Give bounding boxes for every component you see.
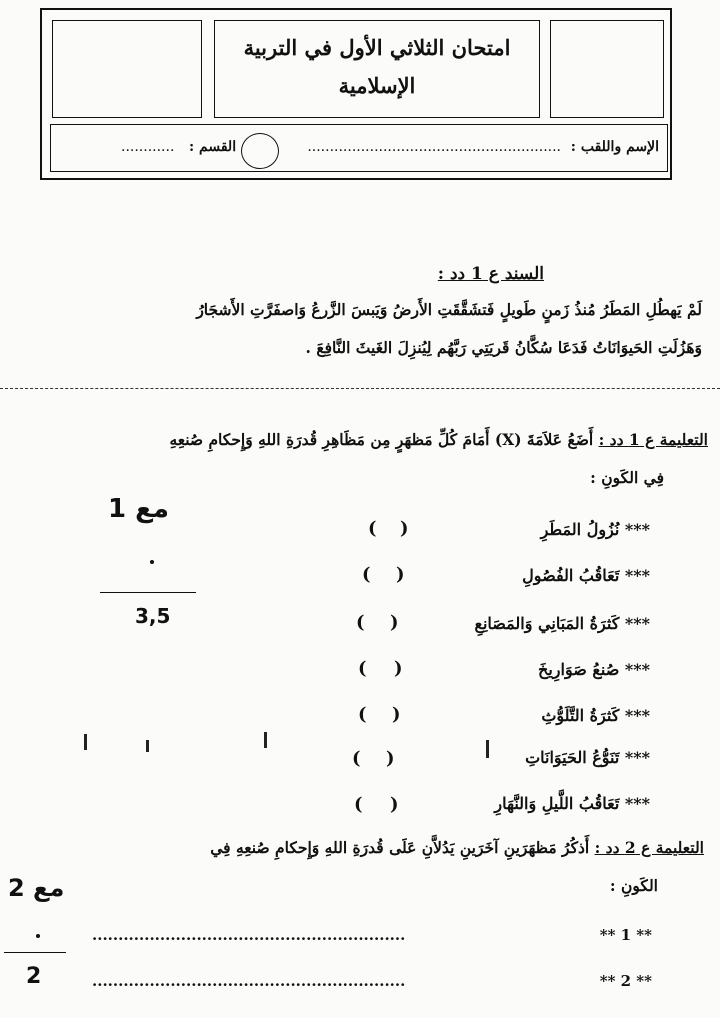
student-info-row xyxy=(50,124,668,172)
grade-dot xyxy=(150,560,154,564)
q1-item-4: *** صُنعُ صَوَارِيخَ xyxy=(538,660,650,679)
paren-open: ( xyxy=(352,748,361,769)
q1-item-2: *** تَعَاقُبُ الفُصُولِ xyxy=(522,566,650,585)
header-title-cell xyxy=(214,20,540,118)
q1-heading: التعليمة ع 1 دد : xyxy=(598,430,708,449)
q2-grade-score: 2 xyxy=(26,964,42,989)
exam-title-line2: الإسلامية xyxy=(338,73,416,98)
q2-answer-2[interactable] xyxy=(92,972,652,990)
q2-heading: التعليمة ع 2 دد : xyxy=(594,838,704,857)
exam-header xyxy=(40,8,672,180)
paren-close: ) xyxy=(390,612,399,633)
q1-item-3: *** كَثرَةُ المَبَانِي وَالمَصَانِعِ xyxy=(474,614,650,633)
paren-open: ( xyxy=(362,564,371,585)
exam-title xyxy=(215,29,539,105)
answer-dots: ............................................................ xyxy=(92,926,406,944)
q1-item-7: *** تَعَاقُبُ اللَّيلِ وَالنَّهَارِ xyxy=(494,794,650,813)
q1-instruction xyxy=(8,430,708,449)
paren-open: ( xyxy=(354,794,363,815)
paren-close: ) xyxy=(386,748,395,769)
header-blank-cell-left xyxy=(52,20,202,118)
q2-instruction-continued: الكَونِ : xyxy=(609,876,658,895)
section-divider xyxy=(0,388,720,389)
q1-item-5: *** كَثرَةُ التَّلَوُّثِ xyxy=(541,706,650,725)
q1-item-6: *** تَنَوُّعُ الحَيَوَانَاتِ xyxy=(525,748,650,767)
paren-close: ) xyxy=(396,564,405,585)
answer-2-label: ** 2 ** xyxy=(599,972,652,990)
sanad-line-2: وَهَزُلَتِ الحَيوَانَاتُ فَدَعَا سُكَّانُ قَريَتِي رَبَّهُم لِيُنزِلَ الغَيثَ النَّافِعَ . xyxy=(305,338,702,357)
class-label: القسم : xyxy=(189,139,237,155)
q1-instruction-continued: فِي الكَونِ : xyxy=(590,468,664,487)
paren-close: ) xyxy=(400,518,409,539)
exam-title-line1: امتحان الثلاثي الأول في التربية xyxy=(243,35,511,60)
paren-open: ( xyxy=(356,612,365,633)
q2-grade-mark: مع 2 xyxy=(8,874,65,902)
q1-instruction-text: أَضَعُ عَلاَمَةَ (X) أَمَامَ كُلِّ مَظهَرٍ مِن مَظَاهِرِ قُدرَةِ اللهِ وَإِحكامِ صُنعِهِ xyxy=(169,430,594,449)
q1-item-1: *** نُزُولُ المَطَرِ xyxy=(540,520,650,539)
q2-instruction-text: أَذكُرُ مَظهَرَينِ آخَرَينِ يَدُلاَّنِ عَلَى قُدرَةِ اللهِ وَإِحكامِ صُنعِهِ فِي xyxy=(210,838,590,857)
q1-grade-mark: مع 1 xyxy=(108,494,170,524)
stray-mark xyxy=(146,740,149,752)
q1-grade-score: 3,5 xyxy=(135,604,171,628)
answer-1-label: ** 1 ** xyxy=(599,926,652,944)
name-label: الإسم واللقب : xyxy=(570,139,659,155)
paren-close: ) xyxy=(394,658,403,679)
sanad-line-1: لَمْ يَهطُلِ المَطَرُ مُنذُ زَمنٍ طَويلٍ فَتشَقَّقَتِ الأَرضُ وَيَبسَ الزَّرعُ وَاصفَرَّتِ الأَشجَارُ xyxy=(196,300,702,319)
stray-mark xyxy=(84,734,87,750)
paren-open: ( xyxy=(358,704,367,725)
grade-fraction-line xyxy=(4,952,66,953)
answer-dots: ............................................................ xyxy=(92,972,406,990)
name-field[interactable]: ......................................................... xyxy=(307,139,561,155)
q2-instruction xyxy=(4,838,704,857)
stray-mark xyxy=(486,740,489,758)
class-oval xyxy=(241,133,279,169)
class-field[interactable]: ............ xyxy=(121,139,175,155)
q2-answer-1[interactable] xyxy=(92,926,652,944)
header-blank-cell-right xyxy=(550,20,664,118)
stray-mark xyxy=(264,732,267,748)
paren-open: ( xyxy=(368,518,377,539)
paren-close: ) xyxy=(392,704,401,725)
paren-open: ( xyxy=(358,658,367,679)
sanad-heading: السند ع 1 دد : xyxy=(437,264,544,284)
grade-fraction-line xyxy=(100,592,196,593)
grade-dot xyxy=(36,934,40,938)
student-info xyxy=(51,133,667,165)
paren-close: ) xyxy=(390,794,399,815)
